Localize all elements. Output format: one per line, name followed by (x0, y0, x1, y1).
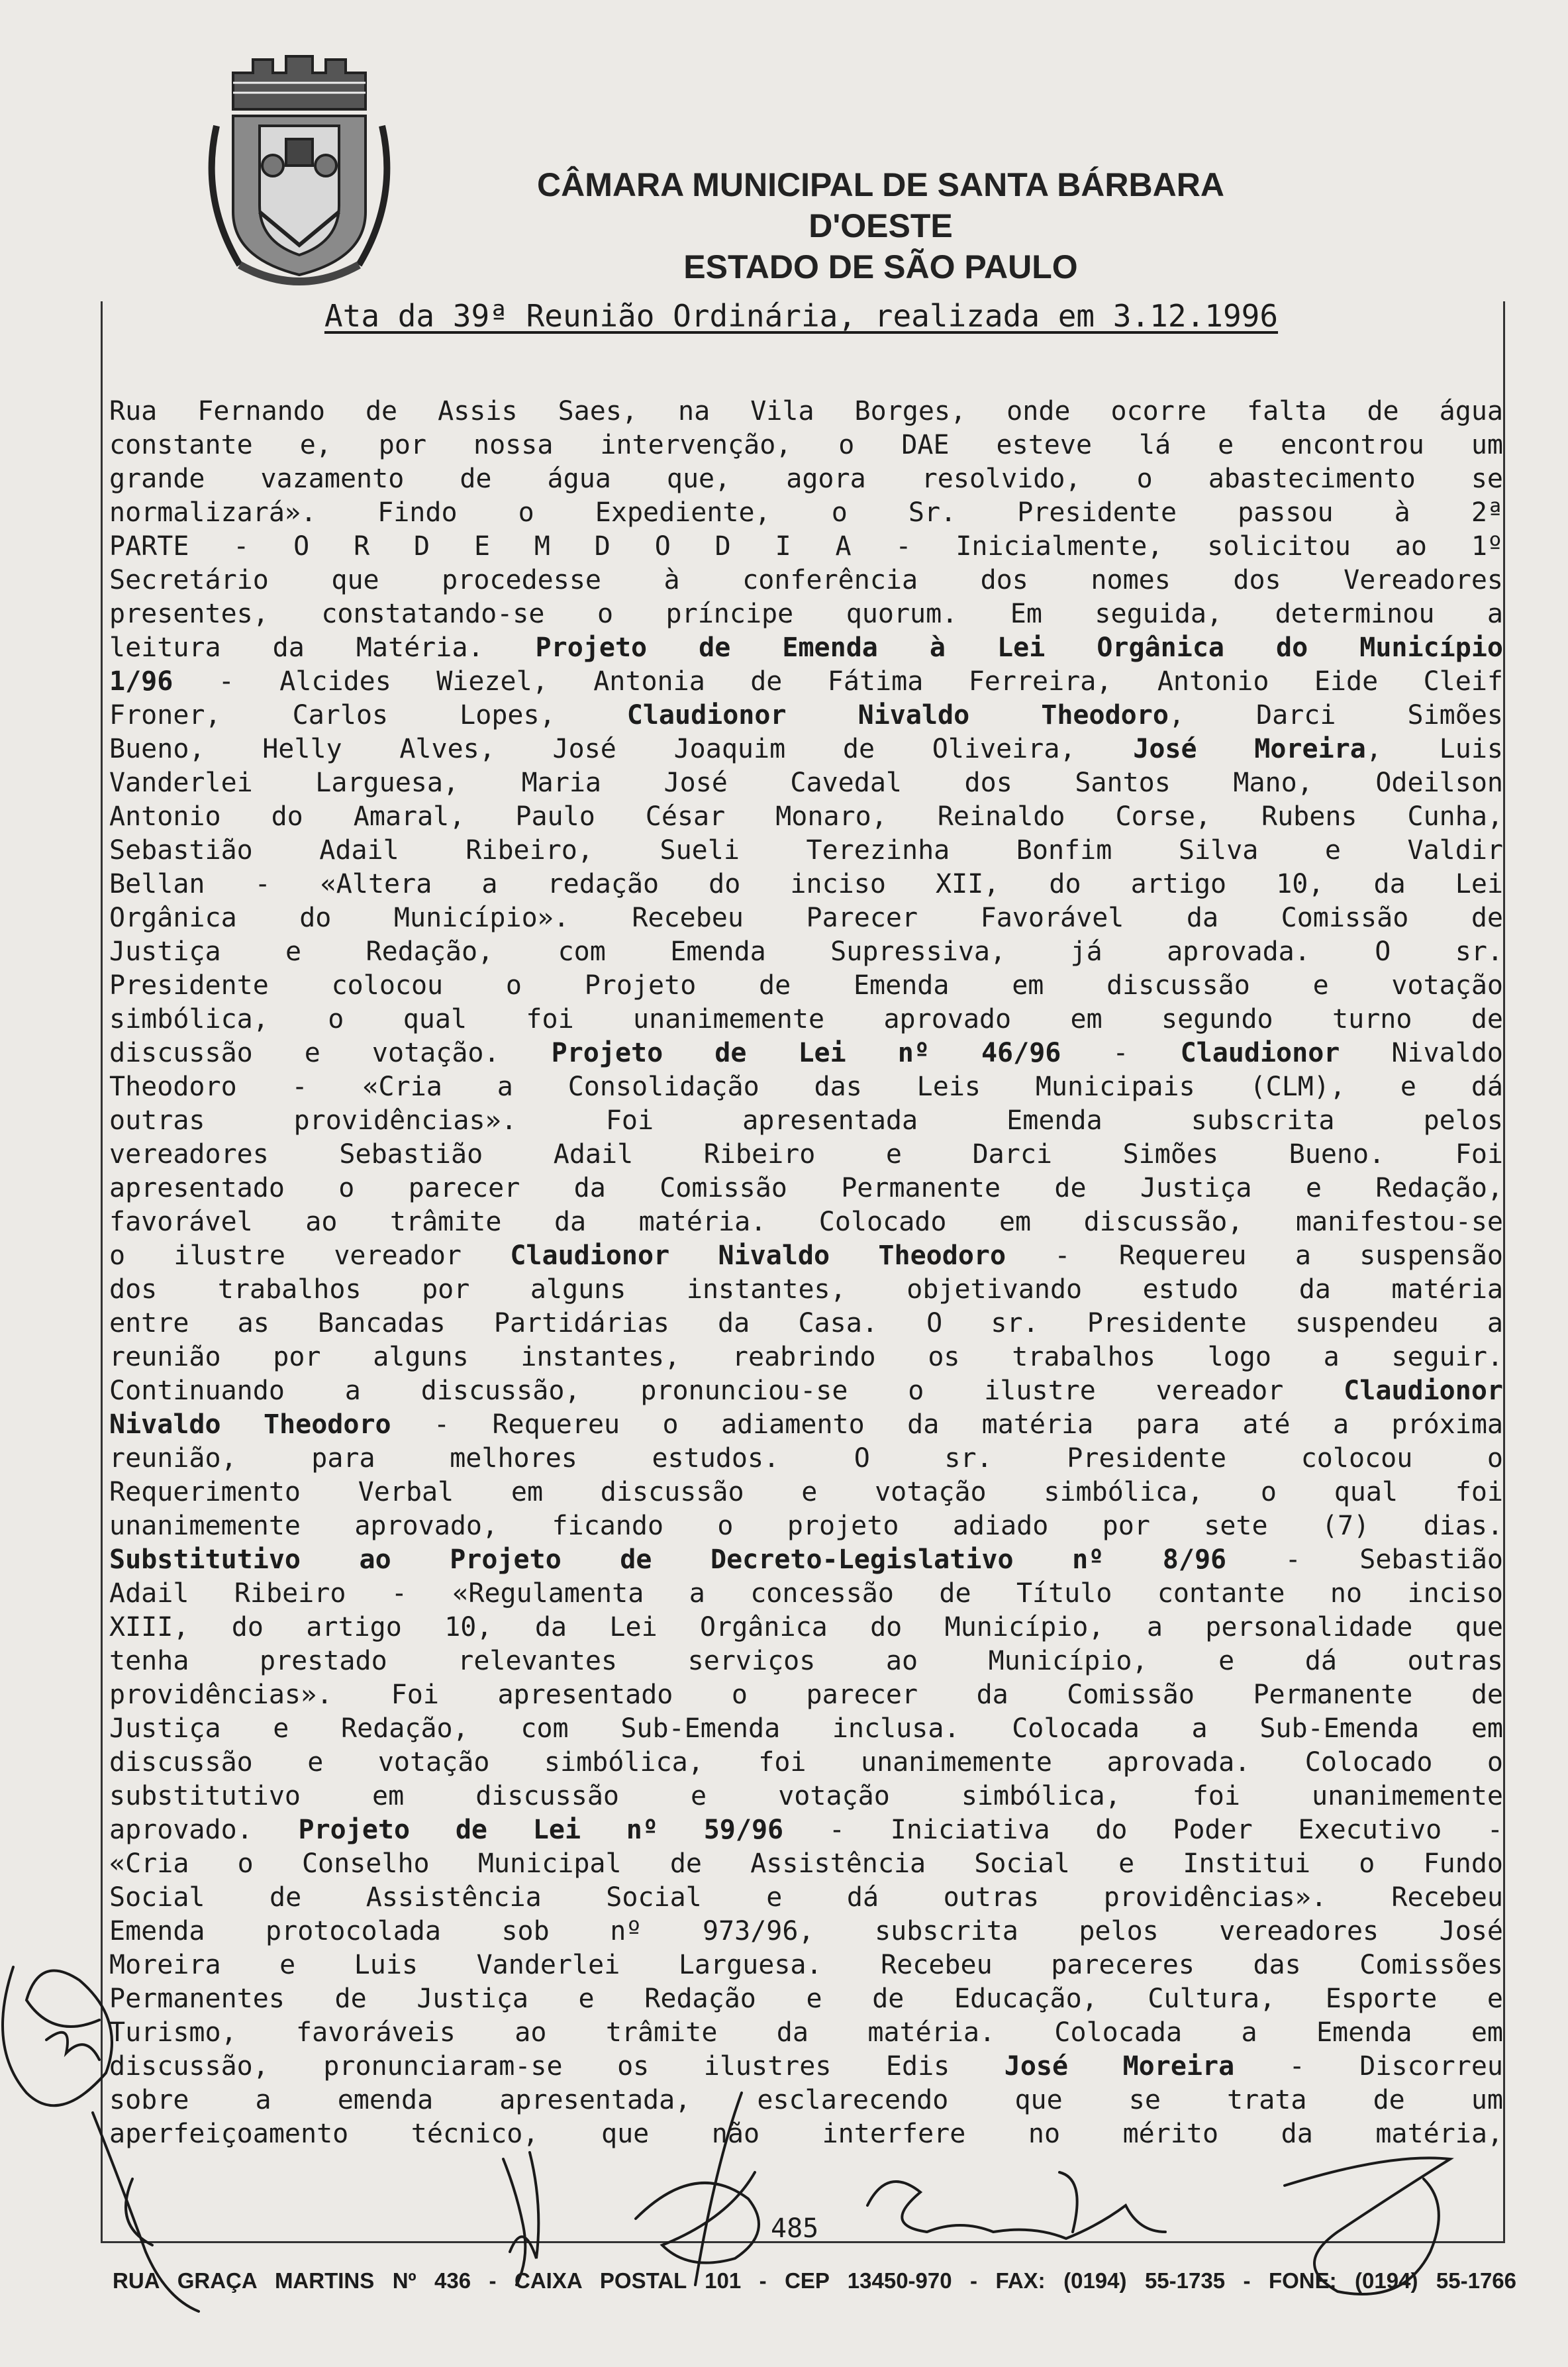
letterhead (464, 164, 1298, 287)
text-line: substitutivo em discussão e votação simbólica, foi unanimemente (109, 1781, 1503, 1811)
minutes-body (109, 395, 1503, 2151)
text-line: Continuando a discussão, pronunciou-se o ilustre vereador Claudionor (109, 1376, 1503, 1406)
text-line: Justiça e Redação, com Sub-Emenda inclusa. Colocada a Sub-Emenda em (109, 1713, 1503, 1744)
text-line: Justiça e Redação, com Emenda Supressiva, já aprovada. O sr. (109, 936, 1503, 967)
text-line: reunião, para melhores estudos. O sr. Presidente colocou o (109, 1443, 1503, 1474)
text-line: sobre a emenda apresentada, esclarecendo que se trata de um (109, 2085, 1503, 2115)
text-line: tenha prestado relevantes serviços ao Município, e dá outras (109, 1646, 1503, 1676)
text-line: Emenda protocolada sob nº 973/96, subscrita pelos vereadores José (109, 1916, 1503, 1946)
text-line: Sebastião Adail Ribeiro, Sueli Terezinha Bonfim Silva e Valdir (109, 835, 1503, 866)
text-line: favorável ao trâmite da matéria. Colocado em discussão, manifestou-se (109, 1207, 1503, 1237)
text-line: Requerimento Verbal em discussão e votação simbólica, o qual foi (109, 1477, 1503, 1507)
text-line: grande vazamento de água que, agora resolvido, o abastecimento se (109, 464, 1503, 494)
text-line: Froner, Carlos Lopes, Claudionor Nivaldo Theodoro, Darci Simões (109, 700, 1503, 730)
text-line: Turismo, favoráveis ao trâmite da matéria. Colocada a Emenda em (109, 2017, 1503, 2048)
chamber-name: CÂMARA MUNICIPAL DE SANTA BÁRBARA D'OESTE (537, 166, 1224, 244)
text-line: entre as Bancadas Partidárias da Casa. O sr. Presidente suspendeu a (109, 1308, 1503, 1338)
footer-address: RUA GRAÇA MARTINS Nº 436 - CAIXA POSTAL 101 - CEP 13450-970 - FAX: (0194) 55-1735 - FONE: (0194) 55-1766 (113, 2268, 1516, 2293)
right-border-rule (1503, 301, 1505, 2242)
text-line: Substitutivo ao Projeto de Decreto-Legislativo nº 8/96 - Sebastião (109, 1544, 1503, 1575)
text-line: reunião por alguns instantes, reabrindo os trabalhos logo a seguir. (109, 1342, 1503, 1372)
text-line: Bueno, Helly Alves, José Joaquim de Oliveira, José Moreira, Luis (109, 734, 1503, 764)
text-line: Vanderlei Larguesa, Maria José Cavedal dos Santos Mano, Odeilson (109, 768, 1503, 798)
text-line: PARTE - O R D E M D O D I A - Inicialmente, solicitou ao 1º (109, 531, 1503, 562)
text-line: discussão, pronunciaram-se os ilustres Edis José Moreira - Discorreu (109, 2051, 1503, 2082)
text-line: aprovado. Projeto de Lei nº 59/96 - Iniciativa do Poder Executivo - (109, 1815, 1503, 1845)
text-line: aperfeiçoamento técnico, que não interfere no mérito da matéria, (109, 2119, 1503, 2149)
text-line: Adail Ribeiro - «Regulamenta a concessão de Título contante no inciso (109, 1578, 1503, 1609)
text-line: simbólica, o qual foi unanimemente aprovado em segundo turno de (109, 1004, 1503, 1034)
text-line: discussão e votação. Projeto de Lei nº 46/96 - Claudionor Nivaldo (109, 1038, 1503, 1068)
text-line: constante e, por nossa intervenção, o DAE esteve lá e encontrou um (109, 430, 1503, 460)
state-name: ESTADO DE SÃO PAULO (683, 248, 1078, 285)
text-line: dos trabalhos por alguns instantes, objetivando estudo da matéria (109, 1274, 1503, 1305)
text-line: Antonio do Amaral, Paulo César Monaro, Reinaldo Corse, Rubens Cunha, (109, 801, 1503, 832)
text-line: Presidente colocou o Projeto de Emenda em discussão e votação (109, 970, 1503, 1001)
text-line: Theodoro - «Cria a Consolidação das Leis Municipais (CLM), e dá (109, 1072, 1503, 1102)
text-line: presentes, constatando-se o príncipe quorum. Em seguida, determinou a (109, 599, 1503, 629)
text-line: providências». Foi apresentado o parecer da Comissão Permanente de (109, 1680, 1503, 1710)
text-line: Secretário que procedesse à conferência dos nomes dos Vereadores (109, 565, 1503, 595)
text-line: Permanentes de Justiça e Redação e de Educação, Cultura, Esporte e (109, 1984, 1503, 2014)
text-line: unanimemente aprovado, ficando o projeto adiado por sete (7) dias. (109, 1511, 1503, 1541)
minutes-title: Ata da 39ª Reunião Ordinária, realizada em 3.12.1996 (324, 298, 1279, 334)
coat-of-arms-seal (187, 46, 412, 298)
text-line: Orgânica do Município». Recebeu Parecer Favorável da Comissão de (109, 903, 1503, 933)
text-line: leitura da Matéria. Projeto de Emenda à Lei Orgânica do Município (109, 632, 1503, 663)
text-line: vereadores Sebastião Adail Ribeiro e Darci Simões Bueno. Foi (109, 1139, 1503, 1170)
text-line: Nivaldo Theodoro - Requereu o adiamento da matéria para até a próxima (109, 1409, 1503, 1440)
text-line: Moreira e Luis Vanderlei Larguesa. Recebeu pareceres das Comissões (109, 1950, 1503, 1980)
text-line: 1/96 - Alcides Wiezel, Antonia de Fátima Ferreira, Antonio Eide Cleif (109, 666, 1503, 697)
left-border-rule (101, 301, 103, 2242)
text-line: o ilustre vereador Claudionor Nivaldo Theodoro - Requereu a suspensão (109, 1240, 1503, 1271)
text-line: outras providências». Foi apresentada Emenda subscrita pelos (109, 1105, 1503, 1136)
text-line: normalizará». Findo o Expediente, o Sr. Presidente passou à 2ª (109, 497, 1503, 528)
text-line: Bellan - «Altera a redação do inciso XII, do artigo 10, da Lei (109, 869, 1503, 899)
text-line: discussão e votação simbólica, foi unanimemente aprovada. Colocado o (109, 1747, 1503, 1778)
text-line: XIII, do artigo 10, da Lei Orgânica do Município, a personalidade que (109, 1612, 1503, 1642)
text-line: «Cria o Conselho Municipal de Assistência Social e Institui o Fundo (109, 1848, 1503, 1879)
text-line: Rua Fernando de Assis Saes, na Vila Borges, onde ocorre falta de água (109, 396, 1503, 427)
text-line: apresentado o parecer da Comissão Permanente de Justiça e Redação, (109, 1173, 1503, 1203)
text-line: Social de Assistência Social e dá outras providências». Recebeu (109, 1882, 1503, 1913)
page-number: 485 (771, 2213, 819, 2244)
